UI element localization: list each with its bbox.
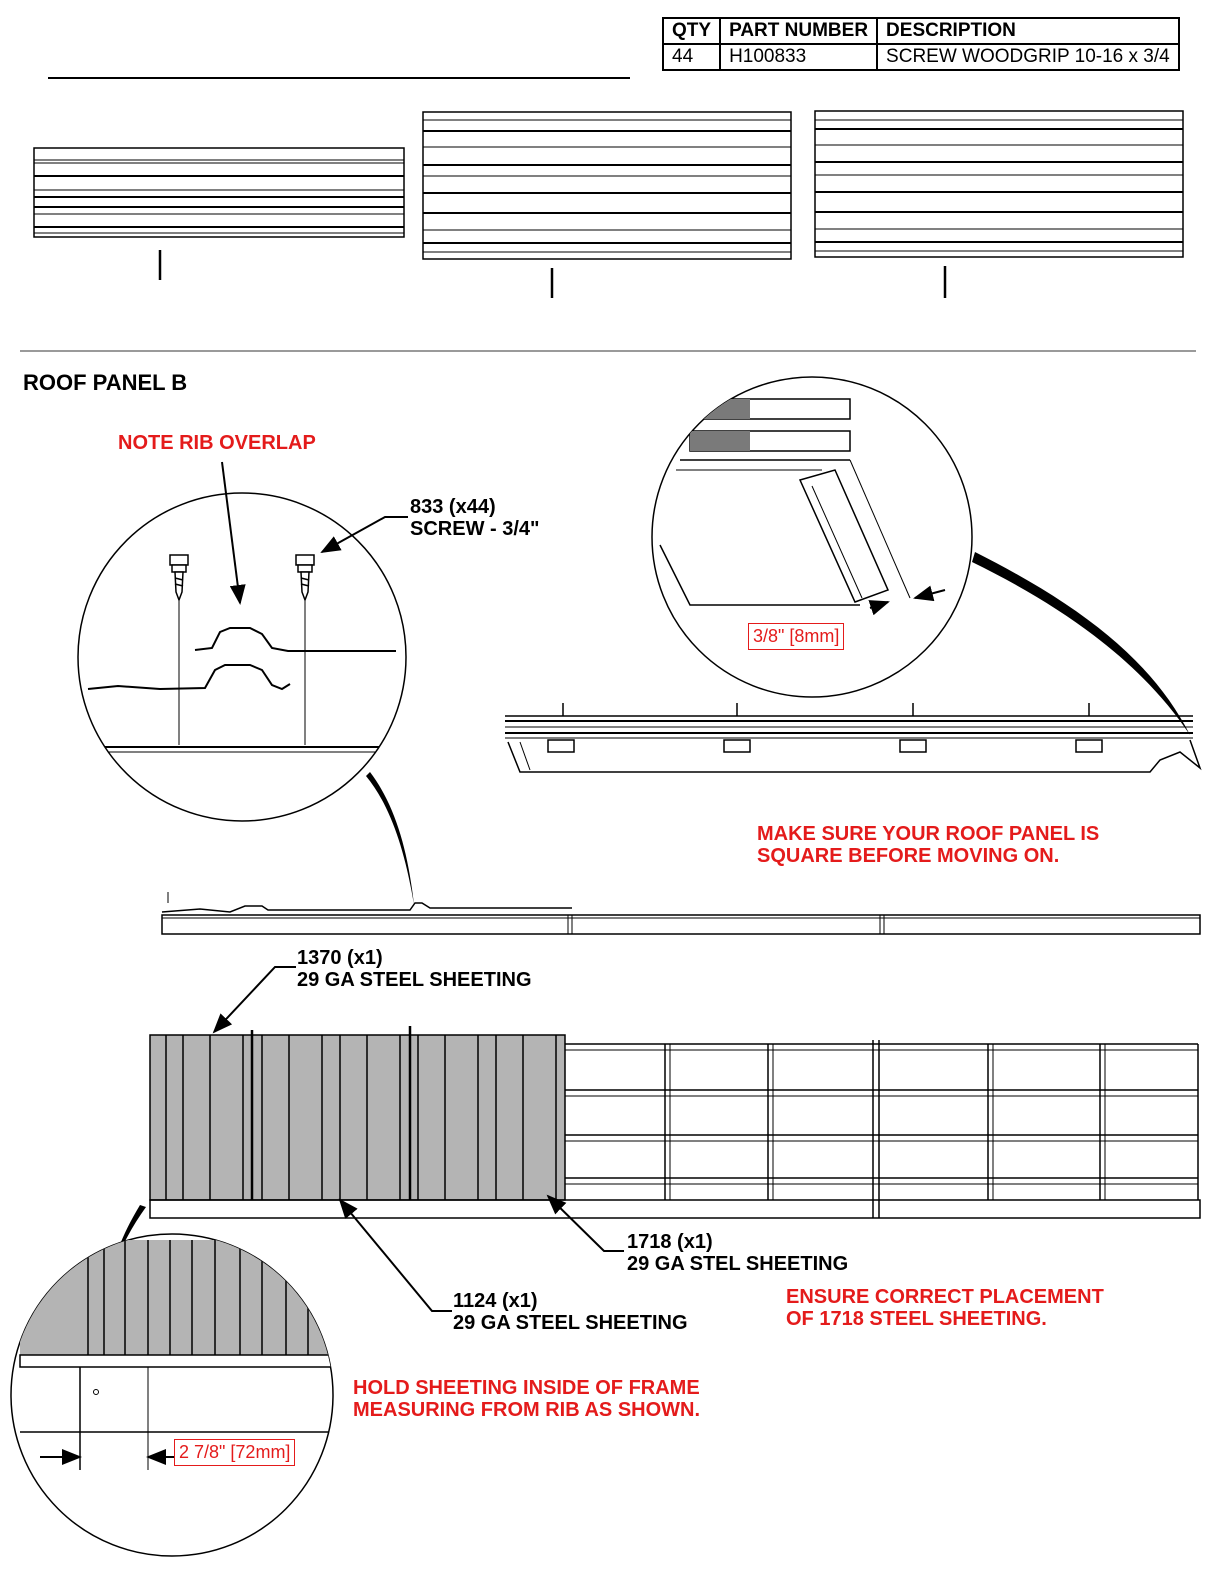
note-square-line2: SQUARE BEFORE MOVING ON.	[757, 845, 1060, 867]
detail-rib-offset	[11, 1234, 340, 1556]
header-description: DESCRIPTION	[877, 18, 1179, 44]
detail-connector-gap	[972, 552, 1190, 735]
detail-connector	[366, 772, 414, 905]
dimension-rib-offset: 2 7/8" [72mm]	[174, 1439, 295, 1466]
sheet-panel-middle	[423, 112, 791, 298]
note-placement-line2: OF 1718 STEEL SHEETING.	[786, 1308, 1047, 1330]
callout-sheet-1370-qty: 1370 (x1)	[297, 947, 383, 969]
callout-sheet-1370-desc: 29 GA STEEL SHEETING	[297, 969, 532, 991]
panel-side-view	[505, 703, 1200, 772]
note-rib-overlap: NOTE RIB OVERLAP	[118, 432, 316, 454]
header-qty: QTY	[663, 18, 720, 44]
note-square-line1: MAKE SURE YOUR ROOF PANEL IS	[757, 823, 1100, 845]
parts-table-header	[663, 18, 1179, 44]
note-hold-line1: HOLD SHEETING INSIDE OF FRAME	[353, 1377, 700, 1399]
cell-description: SCREW WOODGRIP 10-16 x 3/4	[877, 44, 1179, 70]
table-row	[663, 44, 1179, 70]
callout-screw-desc: SCREW - 3/4"	[410, 518, 540, 540]
parts-table	[662, 17, 1180, 71]
callout-sheet-1124-qty: 1124 (x1)	[453, 1290, 538, 1312]
callout-sheet-1718-qty: 1718 (x1)	[627, 1231, 713, 1253]
cell-part-number: H100833	[720, 44, 877, 70]
sheet-panel-small	[34, 148, 404, 280]
callout-sheet-1718-desc: 29 GA STEL SHEETING	[627, 1253, 849, 1275]
header-part-number: PART NUMBER	[720, 18, 877, 44]
dimension-gap: 3/8" [8mm]	[748, 623, 844, 650]
section-title: ROOF PANEL B	[23, 370, 188, 395]
sheet-panel-right	[815, 111, 1183, 298]
callout-sheet-1124-desc: 29 GA STEEL SHEETING	[453, 1312, 688, 1334]
detail-rib-overlap	[78, 462, 408, 821]
sheeting-plan	[150, 1026, 565, 1200]
note-hold-line2: MEASURING FROM RIB AS SHOWN.	[353, 1399, 701, 1421]
panel-elevation	[162, 892, 1200, 934]
cell-qty: 44	[663, 44, 720, 70]
note-placement-line1: ENSURE CORRECT PLACEMENT	[786, 1286, 1104, 1308]
callout-screw-qty: 833 (x44)	[410, 496, 496, 518]
